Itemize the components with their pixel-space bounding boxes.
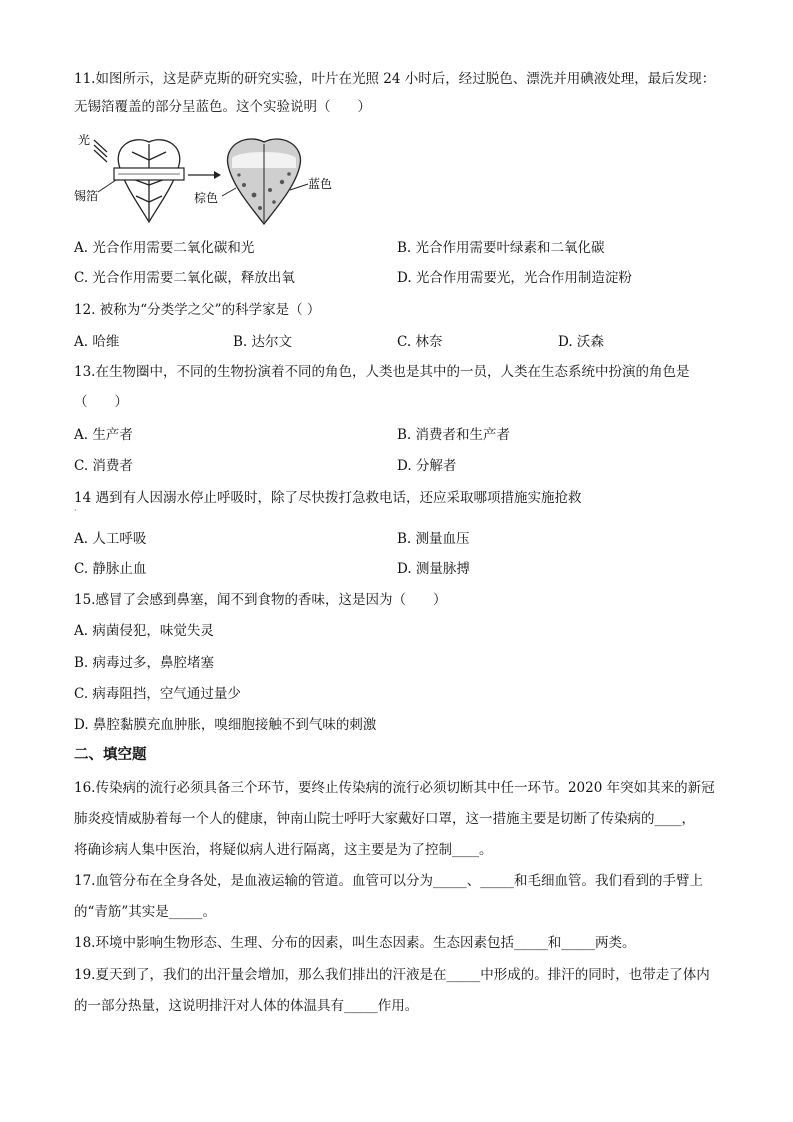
q19-line1: 19.夏天到了，我们的出汗量会增加，那么我们排出的汗液是在_____中形成的。排汗的同时，也带走了体内	[74, 967, 710, 983]
q11-option-d: D. 光合作用需要光，光合作用制造淀粉	[397, 270, 632, 286]
q17-line2: 的“青筋”其实是_____。	[74, 904, 217, 920]
q11-stem-line2: 无锡箔覆盖的部分呈蓝色。这个实验说明（ ）	[74, 99, 371, 115]
q15-option-d: D. 鼻腔黏膜充血肿胀，嗅细胞接触不到气味的刺激	[74, 717, 377, 733]
q15-option-b: B. 病毒过多，鼻腔堵塞	[74, 655, 215, 671]
q15-option-a: A. 病菌侵犯，味觉失灵	[74, 623, 214, 639]
q11-option-c: C. 光合作用需要二氧化碳，释放出氧	[74, 270, 295, 286]
q16-line3: 将确诊病人集中医治，将疑似病人进行隔离，这主要是为了控制____。	[74, 842, 493, 858]
q14-option-b: B. 测量血压	[397, 531, 470, 547]
q11-stem-line1: 11.如图所示，这是萨克斯的研究实验，叶片在光照 24 小时后，经过脱色、漂洗并用碘液处理，最后发现：	[74, 71, 716, 87]
q11-option-a: A. 光合作用需要二氧化碳和光	[74, 240, 255, 256]
label-light: 光	[78, 133, 91, 147]
q16-line1: 16.传染病的流行必须具备三个环节，要终止传染病的流行必须切断其中任一环节。2020 年突如其来的新冠	[74, 780, 715, 796]
q16-line2: 肺炎疫情威胁着每一个人的健康，钟南山院士呼吁大家戴好口罩，这一措施主要是切断了传染病的____，	[74, 811, 695, 827]
q13-option-c: C. 消费者	[74, 458, 133, 474]
label-brown: 棕色	[194, 191, 219, 205]
q13-option-a: A. 生产者	[74, 427, 133, 443]
q17-line1: 17.血管分布在全身各处，是血液运输的管道。血管可以分为_____、_____和毛细血管。我们看到的手臂上	[74, 873, 703, 889]
q12-option-b: B. 达尔文	[233, 334, 293, 350]
arrow-right-icon	[188, 171, 221, 179]
light-rays-icon	[94, 140, 107, 162]
q13-stem-line2: （ ）	[74, 394, 128, 410]
q12-option-a: A. 哈维	[74, 334, 120, 350]
q14-option-c: C. 静脉止血	[74, 561, 147, 577]
q14-option-a: A. 人工呼吸	[74, 531, 147, 547]
q14-stem: 14 遇到有人因溺水停止呼吸时，除了尽快拨打急救电话，还应采取哪项措施实施抢救	[74, 490, 582, 506]
q15-option-c: C. 病毒阻挡，空气通过量少	[74, 686, 241, 702]
q12-stem: 12. 被称为“分类学之父”的科学家是（ ）	[74, 302, 321, 318]
leaf-right-icon	[228, 139, 301, 224]
q18-line1: 18.环境中影响生物形态、生理、分布的因素，叫生态因素。生态因素包括_____和_____两类。	[74, 935, 636, 951]
section-title-fill-in: 二、填空题	[74, 747, 147, 763]
leaf-left-icon	[118, 140, 180, 222]
label-foil: 锡箔	[74, 189, 99, 203]
q13-option-b: B. 消费者和生产者	[397, 427, 511, 443]
leaf-experiment-diagram	[74, 130, 344, 230]
label-blue: 蓝色	[308, 177, 333, 191]
q11-leaf-experiment-figure	[74, 130, 344, 230]
q13-stem-line1: 13.在生物圈中，不同的生物扮演着不同的角色，人类也是其中的一员，人类在生态系统中扮演的角色是	[74, 364, 690, 380]
stray-dot: ·	[74, 506, 77, 515]
q11-option-b: B. 光合作用需要叶绿素和二氧化碳	[397, 240, 605, 256]
q12-option-c: C. 林奈	[397, 334, 443, 350]
q13-option-d: D. 分解者	[397, 458, 457, 474]
q15-stem: 15.感冒了会感到鼻塞，闻不到食物的香味，这是因为（ ）	[74, 592, 447, 608]
q14-option-d: D. 测量脉搏	[397, 561, 470, 577]
q12-option-d: D. 沃森	[558, 334, 604, 350]
q19-line2: 的一部分热量，这说明排汗对人体的体温具有_____作用。	[74, 998, 419, 1014]
